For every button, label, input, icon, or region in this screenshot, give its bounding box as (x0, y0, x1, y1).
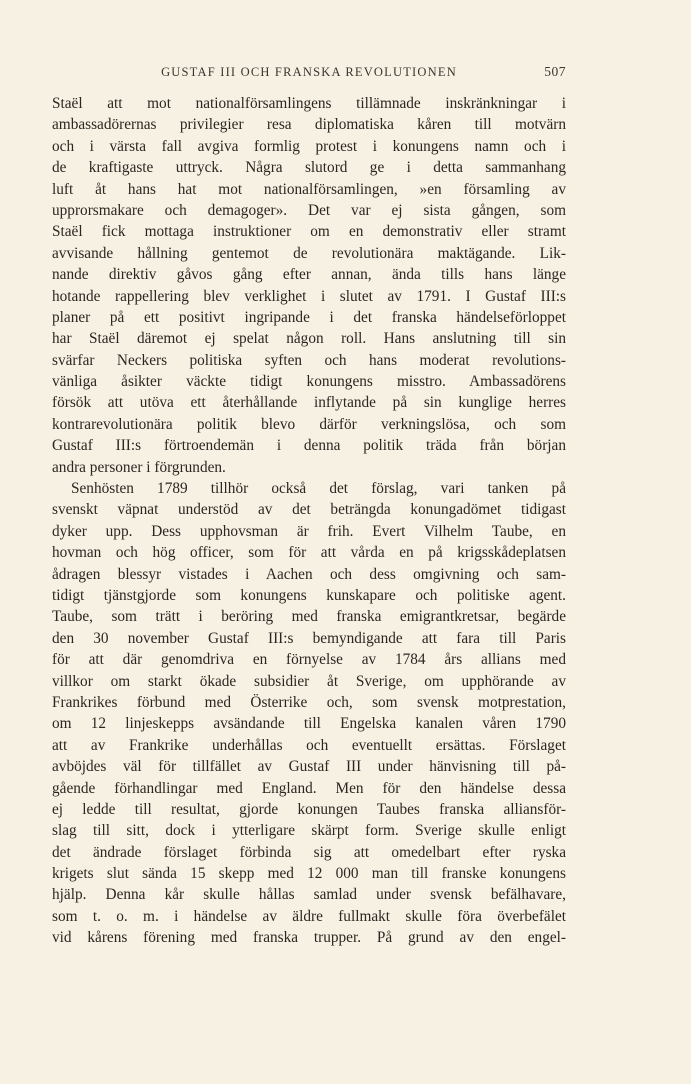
text-line: nande direktiv gåvos gång efter annan, ända tills hans länge (52, 266, 566, 284)
text-line: har Staël däremot ej spelat någon roll. Hans anslutning till sin (52, 330, 566, 348)
text-line: den 30 november Gustaf III:s bemyndigande att fara till Paris (52, 629, 566, 647)
text-line: de kraftigaste uttryck. Några slutord ge i detta sammanhang (52, 159, 566, 177)
text-line: svenskt väpnat understöd av det beträngda konungadömet tidigast (52, 501, 566, 519)
text-line: Staël fick mottaga instruktioner om en demonstrativ eller stramt (52, 223, 566, 241)
text-line: luft åt hans hat mot nationalförsamlingen, »en församling av (52, 180, 566, 198)
text-line: hjälp. Denna kår skulle hållas samlad under svensk befälhavare, (52, 886, 566, 904)
text-line: försök att utöva ett återhållande inflytande på sin kunglige herres (52, 394, 566, 412)
text-line: om 12 linjeskepps avsändande till Engelska kanalen våren 1790 (52, 715, 566, 733)
text-line: planer på ett positivt ingripande i det franska händelseförloppet (52, 308, 566, 326)
text-line: svärfar Neckers politiska syften och hans moderat revolutions- (52, 351, 566, 369)
text-line: upprorsmakare och demagoger». Det var ej sista gången, som (52, 201, 566, 219)
text-line: villkor om starkt ökade subsidier åt Sverige, om upphörande av (52, 672, 566, 690)
text-line: vid kårens förening med franska trupper. På grund av den engel- (52, 929, 566, 947)
text-line: och i värsta fall avgiva formlig protest i konungens namn och i (52, 137, 566, 155)
text-line: vänliga åsikter väckte tidigt konungens misstro. Ambassadörens (52, 373, 566, 391)
text-line: kontrarevolutionära politik blevo därför verkningslösa, och som (52, 415, 566, 433)
paragraph-start-line: Senhösten 1789 tillhör också det förslag, vari tanken på (71, 480, 566, 498)
text-line: Taube, som trätt i beröring med franska emigrantkretsar, begärde (52, 608, 566, 626)
text-line: det ändrade förslaget förbinda sig att omedelbart efter ryska (52, 843, 566, 861)
running-title: GUSTAF III OCH FRANSKA REVOLUTIONEN (161, 65, 457, 79)
text-line: slag till sitt, dock i ytterligare skärpt form. Sverige skulle enligt (52, 822, 566, 840)
paragraph-end-line: andra personer i förgrunden. (52, 458, 226, 476)
text-line: hotande rappellering blev verklighet i slutet av 1791. I Gustaf III:s (52, 287, 566, 305)
text-line: avvisande hållning gentemot de revolutionära maktägande. Lik- (52, 244, 566, 262)
text-line: ådragen blessyr vistades i Aachen och dess omgivning och sam- (52, 565, 566, 583)
text-line: gående förhandlingar med England. Men för den händelse dessa (52, 779, 566, 797)
text-line: avböjdes väl för tillfället av Gustaf III under hänvisning till på- (52, 758, 566, 776)
text-line: Frankrikes förbund med Österrike och, som svensk motprestation, (52, 693, 566, 711)
page-number: 507 (544, 64, 566, 79)
text-line: hovman och hög officer, som för att vårda en på krigsskådeplatsen (52, 544, 566, 562)
text-line: Gustaf III:s förtroendemän i denna politik träda från början (52, 437, 566, 455)
text-line: tidigt tjänstgjorde som konungens kunskapare och politiske agent. (52, 586, 566, 604)
text-line: Staël att mot nationalförsamlingens tillämnade inskränkningar i (52, 95, 566, 112)
body-text (52, 93, 566, 949)
page-header (52, 63, 566, 83)
text-line: krigets slut sända 15 skepp med 12 000 man till franske konungens (52, 865, 566, 883)
text-line: ej ledde till resultat, gjorde konungen Taubes franska alliansför- (52, 800, 566, 818)
text-line: dyker upp. Dess upphovsman är frih. Evert Vilhelm Taube, en (52, 522, 566, 540)
text-line: att av Frankrike underhållas och eventuellt ersättas. Förslaget (52, 736, 566, 754)
text-line: för att där genomdriva en förnyelse av 1784 års allians med (52, 651, 566, 669)
text-line: som t. o. m. i händelse av äldre fullmakt skulle föra överbefälet (52, 907, 566, 925)
text-line: ambassadörernas privilegier resa diplomatiska kåren till motvärn (52, 116, 566, 134)
